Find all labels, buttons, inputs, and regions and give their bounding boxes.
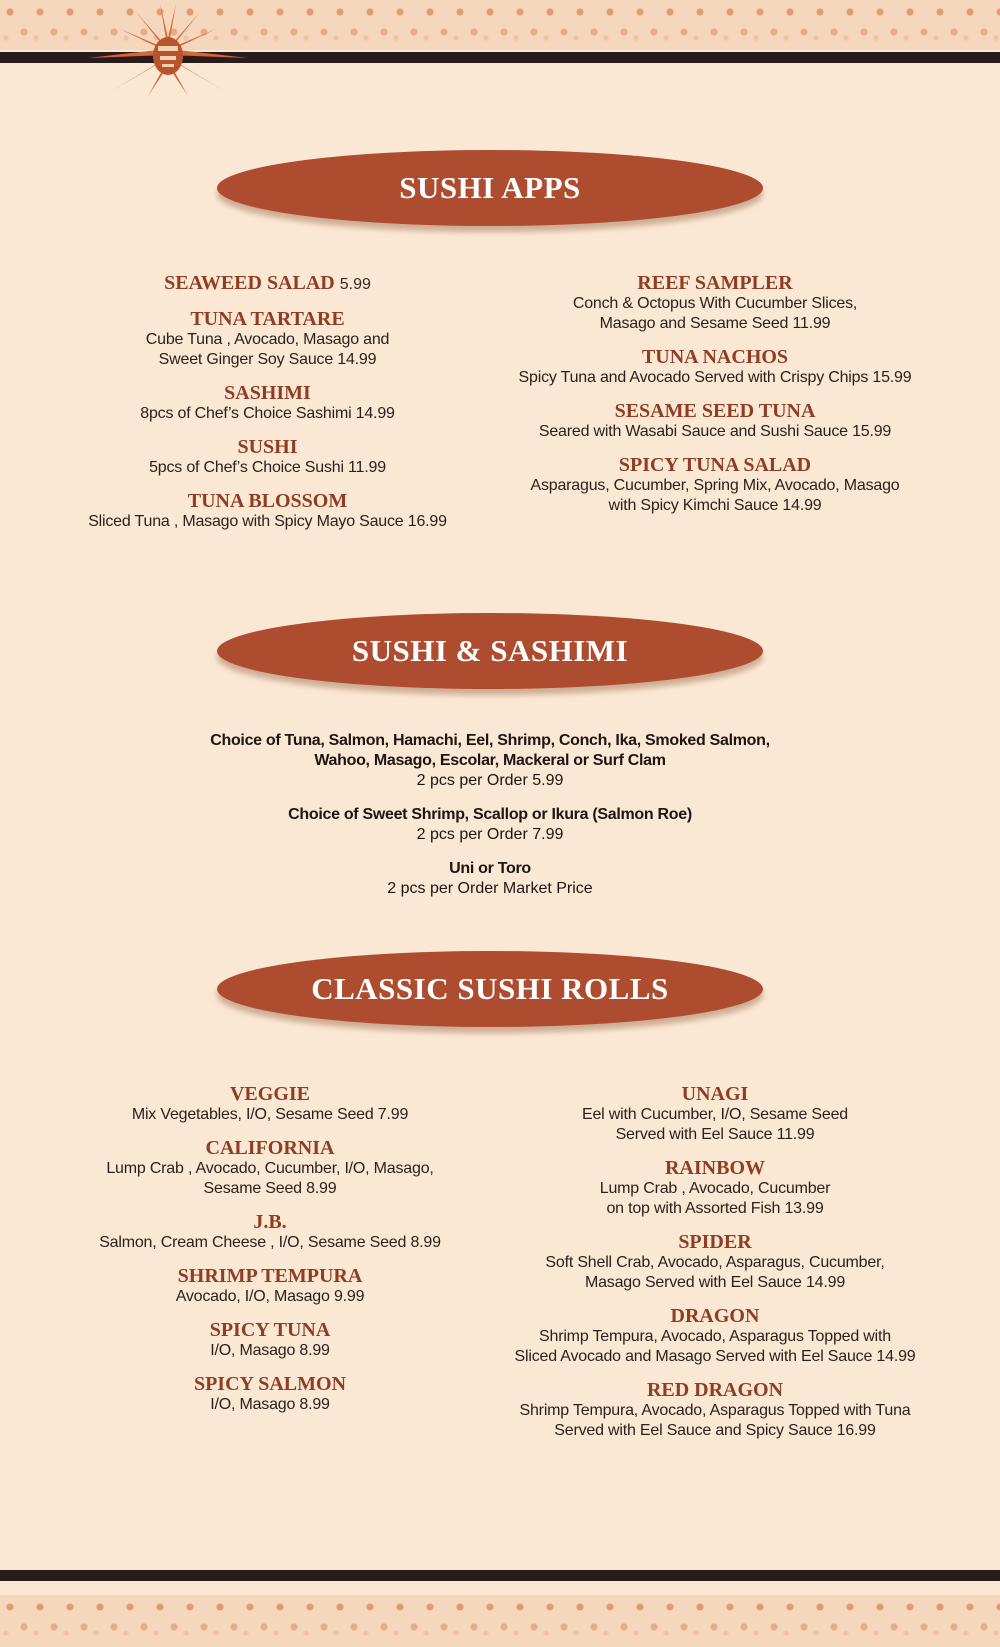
menu-item xyxy=(70,1319,470,1361)
item-name: RED DRAGON xyxy=(646,1379,784,1401)
item-description: 5pcs of Chef’s Choice Sushi 11.99 xyxy=(149,459,386,476)
menu-item xyxy=(70,1137,470,1199)
item-heading: Uni or Toro xyxy=(449,860,531,877)
section-header-sushi-apps xyxy=(217,150,763,226)
item-description: Shrimp Tempura, Avocado, Asparagus Topped with xyxy=(539,1328,891,1345)
item-description: Lump Crab , Avocado, Cucumber, I/O, Masago, xyxy=(106,1160,434,1177)
item-name: TUNA NACHOS xyxy=(641,346,789,368)
item-description: Masago Served with Eel Sauce 14.99 xyxy=(584,1274,846,1291)
rolls-right-column xyxy=(490,1083,940,1441)
item-description: Salmon, Cream Cheese , I/O, Sesame Seed 8.99 xyxy=(99,1234,441,1251)
menu-item xyxy=(490,1305,940,1367)
menu-item xyxy=(60,308,475,370)
item-name: SEAWEED SALAD xyxy=(164,272,335,294)
item-description: Sweet Ginger Soy Sauce 14.99 xyxy=(158,351,377,368)
item-name: CALIFORNIA xyxy=(205,1137,335,1159)
menu-item xyxy=(70,1211,470,1253)
rolls-left-column xyxy=(70,1083,470,1415)
menu-item xyxy=(150,731,830,791)
menu-item xyxy=(490,1379,940,1441)
menu-item xyxy=(490,272,940,334)
menu-item xyxy=(70,1083,470,1125)
item-description: Served with Eel Sauce and Spicy Sauce 16.99 xyxy=(554,1422,876,1439)
bottom-pattern-band xyxy=(0,1595,1000,1647)
menu-item xyxy=(490,1157,940,1219)
item-description: Shrimp Tempura, Avocado, Asparagus Topped with Tuna xyxy=(519,1402,911,1419)
item-description: Cube Tuna , Avocado, Masago and xyxy=(145,331,390,348)
item-name: VEGGIE xyxy=(229,1083,311,1105)
item-description: Sesame Seed 8.99 xyxy=(203,1180,337,1197)
item-description: Masago and Sesame Seed 11.99 xyxy=(599,315,831,332)
menu-item xyxy=(60,382,475,424)
item-description: I/O, Masago 8.99 xyxy=(210,1342,330,1359)
item-price: 2 pcs per Order 7.99 xyxy=(416,826,564,843)
item-name: SESAME SEED TUNA xyxy=(614,400,816,422)
menu-item xyxy=(490,1083,940,1145)
item-description: Seared with Wasabi Sauce and Sushi Sauce 15.99 xyxy=(538,423,892,440)
menu-item xyxy=(70,1373,470,1415)
menu-item xyxy=(60,272,475,296)
item-name: REEF SAMPLER xyxy=(637,272,793,294)
menu-item xyxy=(490,400,940,442)
section-header-sushi-sashimi xyxy=(217,613,763,689)
item-name: SPICY TUNA SALAD xyxy=(618,454,812,476)
menu-item xyxy=(150,859,830,899)
item-description: Conch & Octopus With Cucumber Slices, xyxy=(572,295,858,312)
item-name: TUNA TARTARE xyxy=(190,308,345,330)
section-header-classic-rolls xyxy=(217,951,763,1027)
item-name: TUNA BLOSSOM xyxy=(187,490,348,512)
menu-item xyxy=(70,1265,470,1307)
item-description: Sliced Avocado and Masago Served with Eel Sauce 14.99 xyxy=(514,1348,916,1365)
item-name: SHRIMP TEMPURA xyxy=(177,1265,363,1287)
menu-item xyxy=(490,346,940,388)
item-name: SPICY SALMON xyxy=(193,1373,347,1395)
item-description: on top with Assorted Fish 13.99 xyxy=(606,1200,824,1217)
item-description: Sliced Tuna , Masago with Spicy Mayo Sauce 16.99 xyxy=(88,513,447,530)
item-name: RAINBOW xyxy=(664,1157,765,1179)
item-name: SASHIMI xyxy=(224,382,311,404)
item-description: I/O, Masago 8.99 xyxy=(210,1396,330,1413)
tiki-sunburst-logo xyxy=(88,0,248,100)
item-description: Lump Crab , Avocado, Cucumber xyxy=(599,1180,831,1197)
menu-item xyxy=(60,490,475,532)
item-price: 2 pcs per Order Market Price xyxy=(387,880,593,897)
item-description: Avocado, I/O, Masago 9.99 xyxy=(175,1288,365,1305)
item-heading: Choice of Tuna, Salmon, Hamachi, Eel, Shrimp, Conch, Ika, Smoked Salmon, xyxy=(210,732,770,749)
item-heading: Choice of Sweet Shrimp, Scallop or Ikura (Salmon Roe) xyxy=(288,806,692,823)
section-title: CLASSIC SUSHI ROLLS xyxy=(311,971,669,1006)
menu-item xyxy=(490,1231,940,1293)
item-name: J.B. xyxy=(253,1211,287,1233)
item-description: Mix Vegetables, I/O, Sesame Seed 7.99 xyxy=(131,1106,409,1123)
item-name: UNAGI xyxy=(681,1083,749,1105)
item-name: SUSHI xyxy=(237,436,298,458)
item-description: Asparagus, Cucumber, Spring Mix, Avocado, Masago xyxy=(530,477,900,494)
section-title: SUSHI & SASHIMI xyxy=(351,633,629,668)
section-title: SUSHI APPS xyxy=(399,170,581,205)
item-description: Served with Eel Sauce 11.99 xyxy=(615,1126,815,1143)
bottom-divider-bar xyxy=(0,1570,1000,1581)
item-price: 2 pcs per Order 5.99 xyxy=(416,772,564,789)
item-name: SPIDER xyxy=(678,1231,752,1253)
item-name: SPICY TUNA xyxy=(209,1319,331,1341)
apps-right-column xyxy=(490,272,940,516)
menu-item xyxy=(490,454,940,516)
menu-item xyxy=(150,805,830,845)
item-price: 5.99 xyxy=(339,276,371,293)
item-description: Spicy Tuna and Avocado Served with Crispy Chips 15.99 xyxy=(518,369,912,386)
item-description: Soft Shell Crab, Avocado, Asparagus, Cucumber, xyxy=(545,1254,885,1271)
item-description: Eel with Cucumber, I/O, Sesame Seed xyxy=(581,1106,849,1123)
item-name-with-price xyxy=(60,272,475,296)
sushi-sashimi-list xyxy=(150,731,830,899)
item-heading: Wahoo, Masago, Escolar, Mackeral or Surf Clam xyxy=(314,752,666,769)
menu-item xyxy=(60,436,475,478)
item-description: 8pcs of Chef’s Choice Sashimi 14.99 xyxy=(140,405,395,422)
item-description: with Spicy Kimchi Sauce 14.99 xyxy=(608,497,822,514)
item-name: DRAGON xyxy=(670,1305,760,1327)
apps-left-column xyxy=(60,272,475,532)
